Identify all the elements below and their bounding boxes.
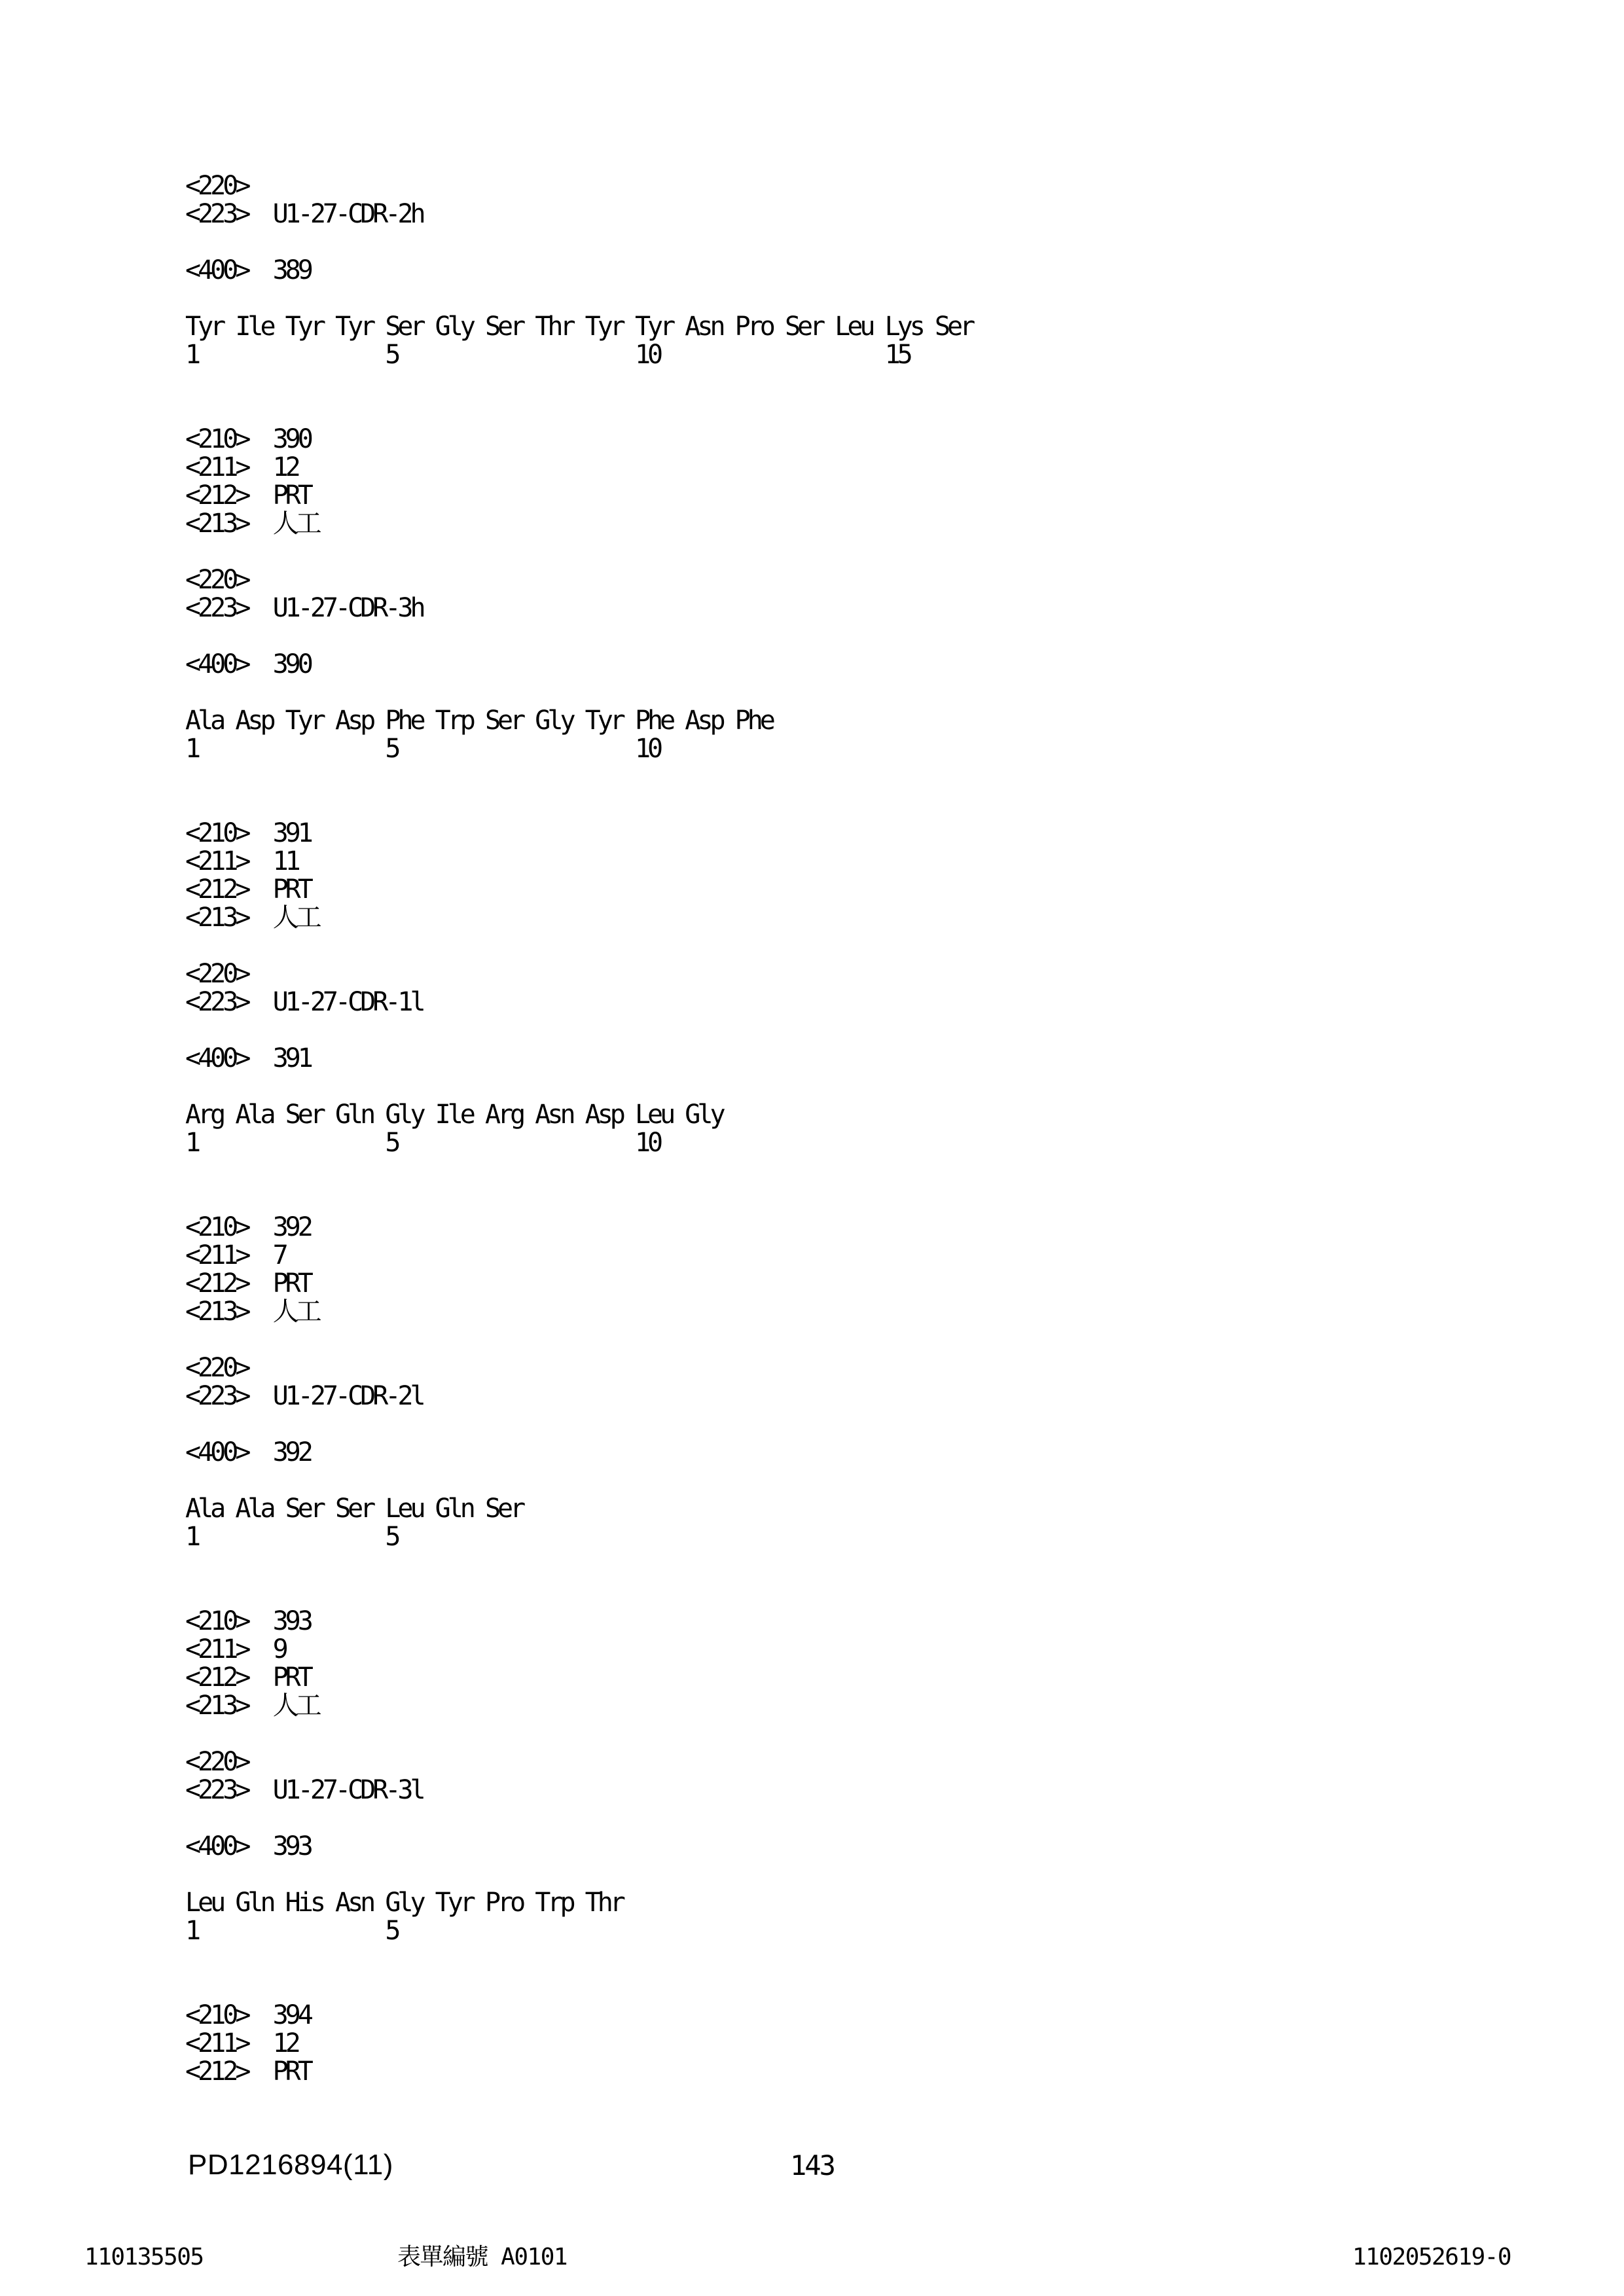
sequence-line: Ala Ala Ser Ser Leu Gln Ser bbox=[185, 1494, 523, 1524]
blank-line bbox=[185, 932, 972, 960]
tag-line: <210> 390 bbox=[185, 424, 310, 454]
sequence-line: Tyr Ile Tyr Tyr Ser Gly Ser Thr Tyr Tyr Asn Pro Ser Leu Lys Ser bbox=[185, 312, 973, 342]
tag-line: <212> PRT bbox=[185, 1268, 310, 1299]
tag-line: <400> 392 bbox=[185, 1437, 310, 1467]
tag-line: <211> 7 bbox=[185, 1240, 285, 1270]
tag-line: <211> 11 bbox=[185, 846, 298, 876]
document-id: PD1216894(11) bbox=[188, 2149, 393, 2181]
tag-line: <212> PRT bbox=[185, 1662, 310, 1693]
tag-line: <211> 9 bbox=[185, 1634, 285, 1664]
tag-line: <210> 393 bbox=[185, 1606, 310, 1636]
tag-line: <220> bbox=[185, 1747, 248, 1777]
tag-line: <220> bbox=[185, 1353, 248, 1383]
blank-line bbox=[185, 1579, 972, 1607]
tag-line: <210> 394 bbox=[185, 2000, 310, 2030]
blank-line bbox=[185, 1861, 972, 1889]
tag-line: <210> 392 bbox=[185, 1212, 310, 1242]
blank-line bbox=[185, 1551, 972, 1579]
tag-line: <223> U1-27-CDR-2h bbox=[185, 199, 423, 229]
application-number: 110135505 bbox=[84, 2244, 204, 2270]
tag-line: <400> 390 bbox=[185, 649, 310, 679]
residue-number-line: 1 5 bbox=[185, 1916, 398, 1946]
blank-line bbox=[185, 1804, 972, 1833]
tag-line: <211> 12 bbox=[185, 2028, 298, 2058]
blank-line bbox=[185, 679, 972, 707]
blank-line bbox=[185, 791, 972, 819]
page-number: 143 bbox=[790, 2149, 834, 2181]
tag-line: <210> 391 bbox=[185, 818, 310, 848]
blank-line bbox=[185, 1073, 972, 1101]
tag-line: <400> 389 bbox=[185, 255, 310, 285]
blank-line bbox=[185, 538, 972, 566]
tag-line: <212> PRT bbox=[185, 874, 310, 905]
residue-number-line: 1 5 10 bbox=[185, 734, 660, 764]
tag-line: <220> bbox=[185, 959, 248, 989]
blank-line bbox=[185, 1467, 972, 1495]
tag-line: <212> PRT bbox=[185, 480, 310, 511]
blank-line bbox=[185, 1410, 972, 1439]
blank-line bbox=[185, 1326, 972, 1354]
tag-line: <400> 391 bbox=[185, 1043, 310, 1073]
sequence-listing bbox=[185, 172, 972, 2086]
form-number-label: 表單編號 A0101 bbox=[397, 2244, 568, 2270]
blank-line bbox=[185, 1945, 972, 1973]
blank-line bbox=[185, 1973, 972, 2001]
tag-line: <213> 人工 bbox=[185, 1297, 319, 1327]
blank-line bbox=[185, 1185, 972, 1213]
tag-line: <213> 人工 bbox=[185, 509, 319, 539]
tag-line: <223> U1-27-CDR-2l bbox=[185, 1381, 423, 1411]
tag-line: <223> U1-27-CDR-3l bbox=[185, 1775, 423, 1805]
blank-line bbox=[185, 763, 972, 791]
blank-line bbox=[185, 1720, 972, 1748]
tag-line: <400> 393 bbox=[185, 1831, 310, 1861]
tag-line: <211> 12 bbox=[185, 452, 298, 482]
residue-number-line: 1 5 10 bbox=[185, 1128, 660, 1158]
sequence-line: Arg Ala Ser Gln Gly Ile Arg Asn Asp Leu Gly bbox=[185, 1100, 723, 1130]
blank-line bbox=[185, 622, 972, 651]
blank-line bbox=[185, 1016, 972, 1045]
blank-line bbox=[185, 369, 972, 397]
tag-line: <223> U1-27-CDR-3h bbox=[185, 593, 423, 623]
sequence-line: Leu Gln His Asn Gly Tyr Pro Trp Thr bbox=[185, 1888, 623, 1918]
control-number: 1102052619-0 bbox=[1352, 2244, 1511, 2270]
tag-line: <223> U1-27-CDR-1l bbox=[185, 987, 423, 1017]
tag-line: <212> PRT bbox=[185, 2056, 310, 2087]
blank-line bbox=[185, 285, 972, 313]
blank-line bbox=[185, 397, 972, 425]
sequence-line: Ala Asp Tyr Asp Phe Trp Ser Gly Tyr Phe Asp Phe bbox=[185, 706, 772, 736]
blank-line bbox=[185, 1157, 972, 1185]
residue-number-line: 1 5 bbox=[185, 1522, 398, 1552]
residue-number-line: 1 5 10 15 bbox=[185, 340, 910, 370]
tag-line: <220> bbox=[185, 171, 248, 201]
tag-line: <220> bbox=[185, 565, 248, 595]
tag-line: <213> 人工 bbox=[185, 903, 319, 933]
tag-line: <213> 人工 bbox=[185, 1691, 319, 1721]
blank-line bbox=[185, 228, 972, 257]
